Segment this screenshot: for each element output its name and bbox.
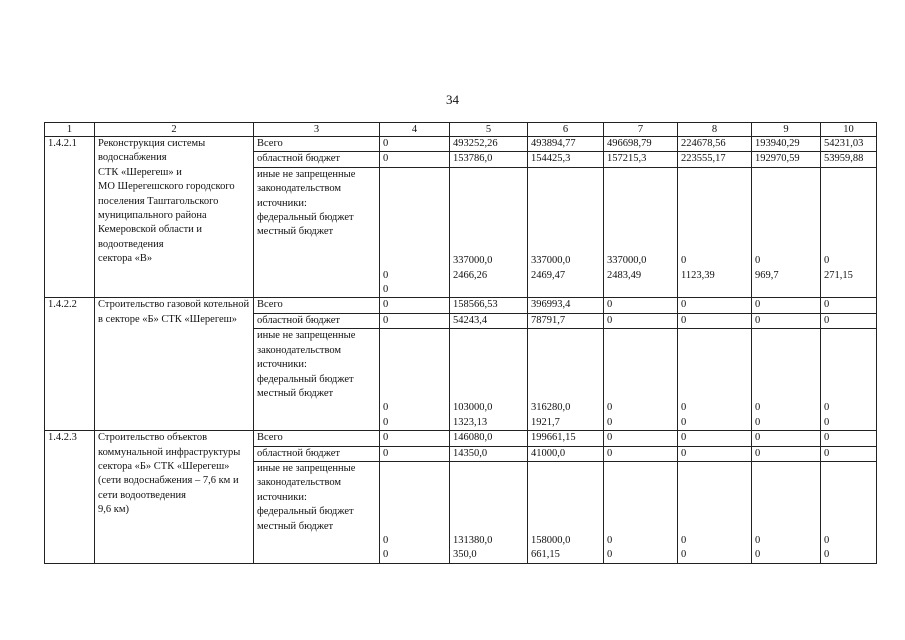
amount-cell: 0 [821, 446, 877, 461]
column-header: 6 [528, 123, 604, 137]
amount-cell: 0 0 [752, 329, 821, 431]
amount-cell: 493252,26 [450, 137, 528, 152]
amount-cell: 0 [604, 446, 678, 461]
funding-source: Всего [254, 431, 380, 446]
amount-cell: 193940,29 [752, 137, 821, 152]
amount-cell: 158566,53 [450, 298, 528, 313]
amount-cell: 0 0 [752, 461, 821, 563]
amount-cell: 0 271,15 [821, 167, 877, 298]
amount-cell: 0 [821, 431, 877, 446]
table-row [45, 298, 877, 313]
funding-source: иные не запрещенные законодательством источники: федеральный бюджет местный бюджет [254, 461, 380, 563]
amount-cell: 131380,0 350,0 [450, 461, 528, 563]
amount-cell: 146080,0 [450, 431, 528, 446]
amount-cell: 158000,0 661,15 [528, 461, 604, 563]
funding-source: иные не запрещенные законодательством источники: федеральный бюджет местный бюджет [254, 329, 380, 431]
amount-cell: 154425,3 [528, 152, 604, 167]
amount-cell: 0 0 [821, 329, 877, 431]
column-header: 4 [380, 123, 450, 137]
funding-source: Всего [254, 137, 380, 152]
amount-cell: 54231,03 [821, 137, 877, 152]
amount-cell: 0 [678, 313, 752, 328]
funding-source: областной бюджет [254, 152, 380, 167]
amount-cell: 192970,59 [752, 152, 821, 167]
amount-cell: 0 [752, 298, 821, 313]
column-header: 3 [254, 123, 380, 137]
amount-cell: 0 [380, 446, 450, 461]
amount-cell: 0 [380, 152, 450, 167]
amount-cell: 0 [752, 446, 821, 461]
column-header: 2 [95, 123, 254, 137]
amount-cell: 0 [380, 298, 450, 313]
item-name: Реконструкция системы водоснабжения СТК «Шерегеш» и МО Шерегешского городского поселения Таштагольского муниципального района Кемеровской области и водоотведения сектора «В» [95, 137, 254, 298]
amount-cell: 0 [821, 313, 877, 328]
amount-cell: 0 [380, 137, 450, 152]
amount-cell: 0 [752, 431, 821, 446]
amount-cell: 396993,4 [528, 298, 604, 313]
column-header: 8 [678, 123, 752, 137]
amount-cell: 337000,0 2483,49 [604, 167, 678, 298]
amount-cell: 0 [604, 298, 678, 313]
amount-cell: 157215,3 [604, 152, 678, 167]
amount-cell: 54243,4 [450, 313, 528, 328]
item-code: 1.4.2.1 [45, 137, 95, 298]
amount-cell: 0 [380, 431, 450, 446]
funding-source: областной бюджет [254, 446, 380, 461]
amount-cell: 0 [678, 298, 752, 313]
column-header: 9 [752, 123, 821, 137]
amount-cell: 0 [678, 446, 752, 461]
amount-cell: 0 0 [678, 461, 752, 563]
amount-cell: 0 [821, 298, 877, 313]
funding-source: иные не запрещенные законодательством источники: федеральный бюджет местный бюджет [254, 167, 380, 298]
item-name: Строительство газовой котельной в секторе «Б» СТК «Шерегеш» [95, 298, 254, 431]
amount-cell: 0 0 [604, 329, 678, 431]
amount-cell: 0 0 [678, 329, 752, 431]
amount-cell: 0 0 [604, 461, 678, 563]
amount-cell: 0 0 [821, 461, 877, 563]
funding-source: областной бюджет [254, 313, 380, 328]
amount-cell: 0 [752, 313, 821, 328]
amount-cell: 14350,0 [450, 446, 528, 461]
table-row [45, 137, 877, 152]
amount-cell: 0 0 [380, 167, 450, 298]
amount-cell: 223555,17 [678, 152, 752, 167]
column-header: 1 [45, 123, 95, 137]
table-row [45, 431, 877, 446]
item-code: 1.4.2.3 [45, 431, 95, 564]
amount-cell: 0 969,7 [752, 167, 821, 298]
amount-cell: 337000,0 2469,47 [528, 167, 604, 298]
item-name: Строительство объектов коммунальной инфраструктуры сектора «Б» СТК «Шерегеш» (сети водоснабжения – 7,6 км и сети водоотведения 9,6 км) [95, 431, 254, 564]
column-numbers-row [45, 123, 877, 137]
amount-cell: 153786,0 [450, 152, 528, 167]
column-header: 7 [604, 123, 678, 137]
amount-cell: 0 0 [380, 329, 450, 431]
amount-cell: 0 [380, 313, 450, 328]
amount-cell: 103000,0 1323,13 [450, 329, 528, 431]
amount-cell: 78791,7 [528, 313, 604, 328]
amount-cell: 316280,0 1921,7 [528, 329, 604, 431]
budget-table [44, 122, 877, 564]
amount-cell: 0 0 [380, 461, 450, 563]
amount-cell: 496698,79 [604, 137, 678, 152]
funding-source: Всего [254, 298, 380, 313]
amount-cell: 337000,0 2466,26 [450, 167, 528, 298]
amount-cell: 53959,88 [821, 152, 877, 167]
amount-cell: 493894,77 [528, 137, 604, 152]
page-number: 34 [446, 92, 459, 107]
column-header: 5 [450, 123, 528, 137]
amount-cell: 0 [678, 431, 752, 446]
item-code: 1.4.2.2 [45, 298, 95, 431]
column-header: 10 [821, 123, 877, 137]
amount-cell: 41000,0 [528, 446, 604, 461]
amount-cell: 0 [604, 431, 678, 446]
amount-cell: 199661,15 [528, 431, 604, 446]
amount-cell: 0 [604, 313, 678, 328]
amount-cell: 0 1123,39 [678, 167, 752, 298]
amount-cell: 224678,56 [678, 137, 752, 152]
